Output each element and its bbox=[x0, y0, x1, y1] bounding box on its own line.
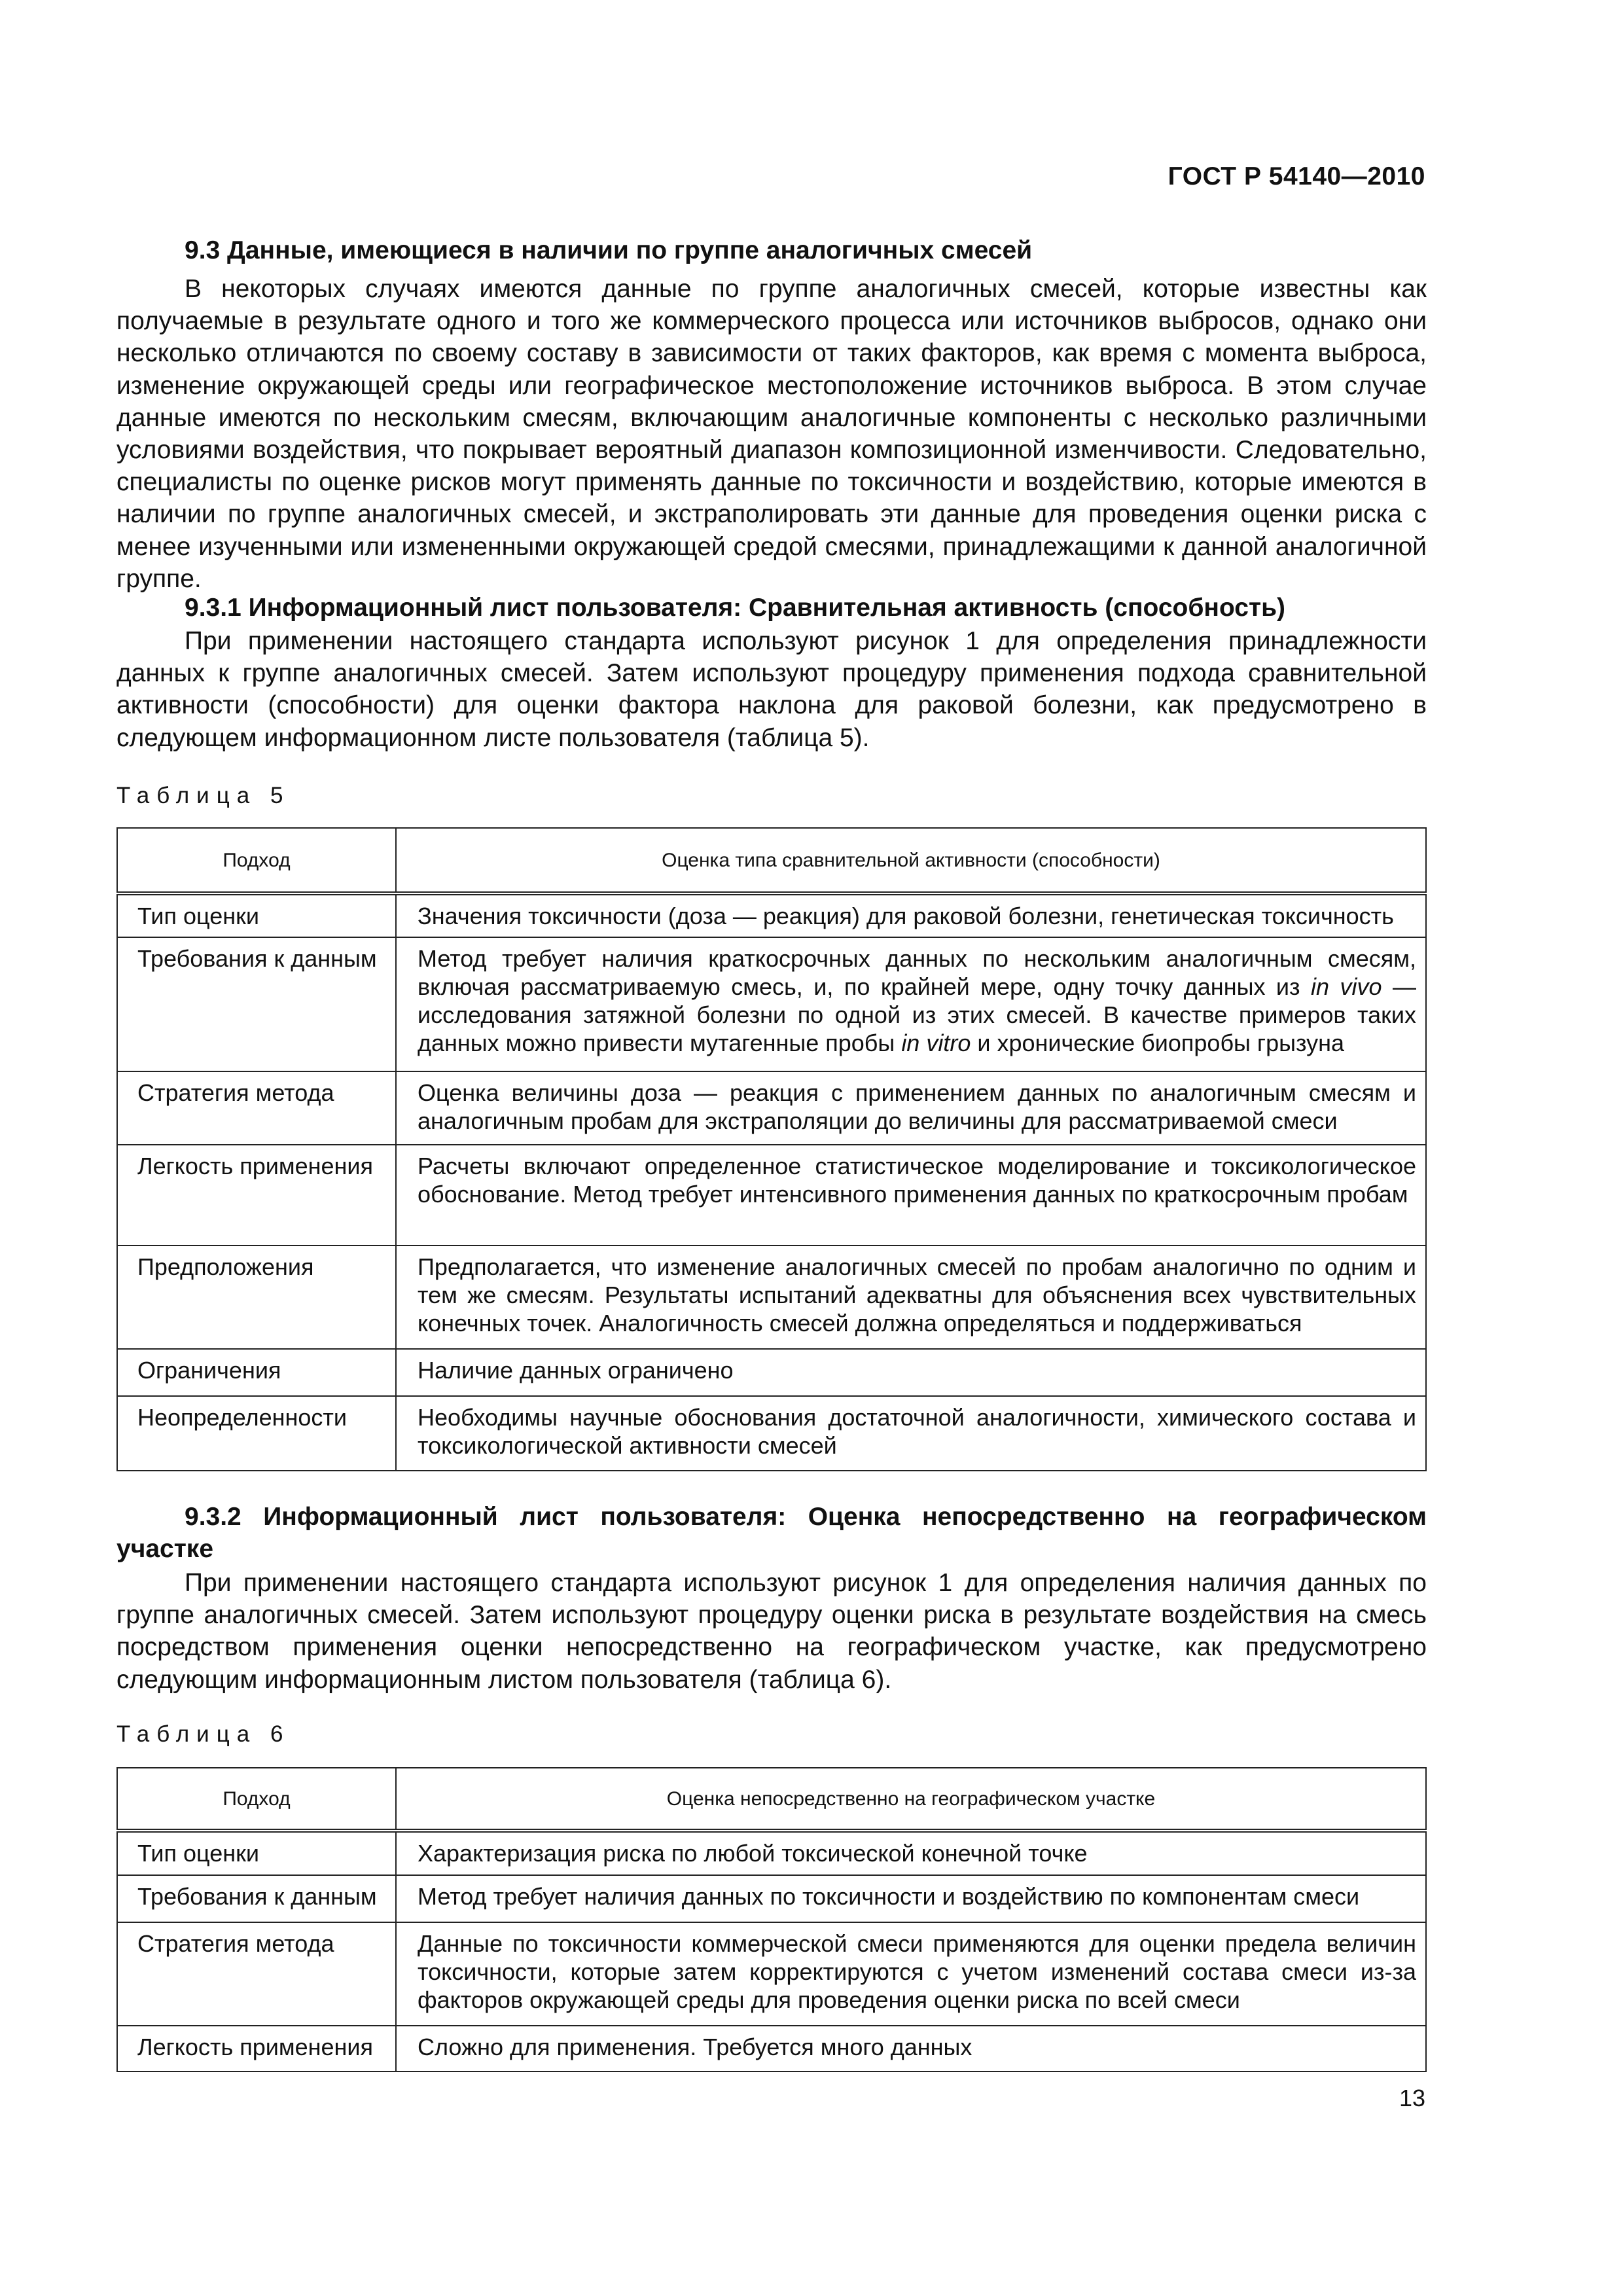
section-9-3-title: 9.3 Данные, имеющиеся в наличии по группе аналогичных смесей bbox=[185, 236, 1033, 264]
row-label: Неопределенности bbox=[117, 1396, 396, 1471]
table5-header-assessment: Оценка типа сравнительной активности (способности) bbox=[396, 828, 1426, 893]
section-9-3-1-title: 9.3.1 Информационный лист пользователя: Сравнительная активность (способность) bbox=[185, 594, 1286, 622]
row-value: Характеризация риска по любой токсической конечной точке bbox=[396, 1831, 1426, 1875]
row-label: Тип оценки bbox=[117, 893, 396, 937]
row-label: Легкость применения bbox=[117, 2026, 396, 2072]
table-row bbox=[117, 1875, 1426, 1922]
section-9-3-2-body: При применении настоящего стандарта используют рисунок 1 для определения наличия данных по группе аналогичных смесей. Затем используют процедуру оценки риска в результате воздействия на смесь посредством применения оценки непосредственно на географическом участке, как предусмотрено следующим информационным листом пользователя (таблица 6). bbox=[116, 1569, 1427, 1694]
row-value: Предполагается, что изменение аналогичных смесей по пробам аналогично по одним и тем же смесям. Результаты испытаний адекватны для объяснения всех чувствительных конечных точек. Аналогичность смесей должна определяться и поддерживаться bbox=[396, 1246, 1426, 1349]
table5-header-row bbox=[117, 828, 1426, 893]
table-row bbox=[117, 1922, 1426, 2026]
row-label: Требования к данным bbox=[117, 1875, 396, 1922]
table5-header-approach: Подход bbox=[117, 828, 396, 893]
table6-caption: Таблица 6 bbox=[116, 1721, 291, 1747]
row-label: Требования к данным bbox=[117, 937, 396, 1071]
section-9-3-body: В некоторых случаях имеются данные по группе аналогичных смесей, которые известны как получаемые в результате одного и того же коммерческого процесса или источников выбросов, однако они несколько отличаются по своему составу в зависимости от таких факторов, как время с момента выброса, изменение окружающей среды или географическое местоположение источников выброса. В этом случае данные имеются по нескольким смесям, включающим аналогичные компоненты с несколько различными условиями воздействия, что покрывает вероятный диапазон композиционной изменчивости. Следовательно, специалисты по оценке рисков могут применять данные по токсичности и воздействию, которые имеются в наличии по группе аналогичных смесей, и экстраполировать эти данные для проведения оценки риска с менее изученными или измененными окружающей средой смесями, принадлежащими к данной аналогичной группе. bbox=[116, 275, 1427, 593]
row-label: Тип оценки bbox=[117, 1831, 396, 1875]
section-9-3-2-title: 9.3.2 Информационный лист пользователя: Оценка непосредственно на географическом участке bbox=[116, 1503, 1427, 1563]
section-9-3-1-body: При применении настоящего стандарта используют рисунок 1 для определения принадлежности данных к группе аналогичных смесей. Затем используют процедуру применения подхода сравнительной активности (способности) для оценки фактора наклона для раковой болезни, как предусмотрено в следующем информационном листе пользователя (таблица 5). bbox=[116, 627, 1427, 752]
table6-header-approach: Подход bbox=[117, 1768, 396, 1831]
row-value: Сложно для применения. Требуется много данных bbox=[396, 2026, 1426, 2072]
table-row bbox=[117, 1071, 1426, 1145]
table6 bbox=[116, 1767, 1427, 2072]
table-row bbox=[117, 1349, 1426, 1396]
row-label: Легкость применения bbox=[117, 1145, 396, 1246]
row-label: Стратегия метода bbox=[117, 1071, 396, 1145]
row-value: Расчеты включают определенное статистическое моделирование и токсикологическое обоснование. Метод требует интенсивного применения данных по краткосрочным пробам bbox=[396, 1145, 1426, 1246]
row-value: Наличие данных ограничено bbox=[396, 1349, 1426, 1396]
row-label: Ограничения bbox=[117, 1349, 396, 1396]
table6-header-row bbox=[117, 1768, 1426, 1831]
table-row bbox=[117, 893, 1426, 937]
row-value: Данные по токсичности коммерческой смеси применяются для оценки предела величин токсичности, которые затем корректируются с учетом изменений состава смеси из-за факторов окружающей среды для проведения оценки риска по всей смеси bbox=[396, 1922, 1426, 2026]
table-row bbox=[117, 2026, 1426, 2072]
table5-caption: Таблица 5 bbox=[116, 783, 291, 808]
row-value: Метод требует наличия данных по токсичности и воздействию по компонентам смеси bbox=[396, 1875, 1426, 1922]
page-number: 13 bbox=[1399, 2085, 1425, 2111]
row-value: Значения токсичности (доза — реакция) для раковой болезни, генетическая токсичность bbox=[396, 893, 1426, 937]
table-row bbox=[117, 937, 1426, 1071]
table-row bbox=[117, 1246, 1426, 1349]
table-row bbox=[117, 1831, 1426, 1875]
table-row bbox=[117, 1145, 1426, 1246]
row-value: Оценка величины доза — реакция с применением данных по аналогичным смесям и аналогичным пробам для экстраполяции до величины для рассматриваемой смеси bbox=[396, 1071, 1426, 1145]
table6-header-assessment: Оценка непосредственно на географическом участке bbox=[396, 1768, 1426, 1831]
table-row bbox=[117, 1396, 1426, 1471]
row-label: Стратегия метода bbox=[117, 1922, 396, 2026]
row-value: Необходимы научные обоснования достаточной аналогичности, химического состава и токсикологической активности смесей bbox=[396, 1396, 1426, 1471]
document-id: ГОСТ Р 54140—2010 bbox=[1168, 162, 1425, 190]
row-value: Метод требует наличия краткосрочных данных по нескольким аналогичным смесям, включая рассматриваемую смесь, и, по крайней мере, одну точку данных из in vivo — исследования затяжной болезни по одной из этих смесей. В качестве примеров таких данных можно привести мутагенные пробы in vitro и хронические биопробы грызуна bbox=[396, 937, 1426, 1071]
table5 bbox=[116, 827, 1427, 1471]
row-label: Предположения bbox=[117, 1246, 396, 1349]
